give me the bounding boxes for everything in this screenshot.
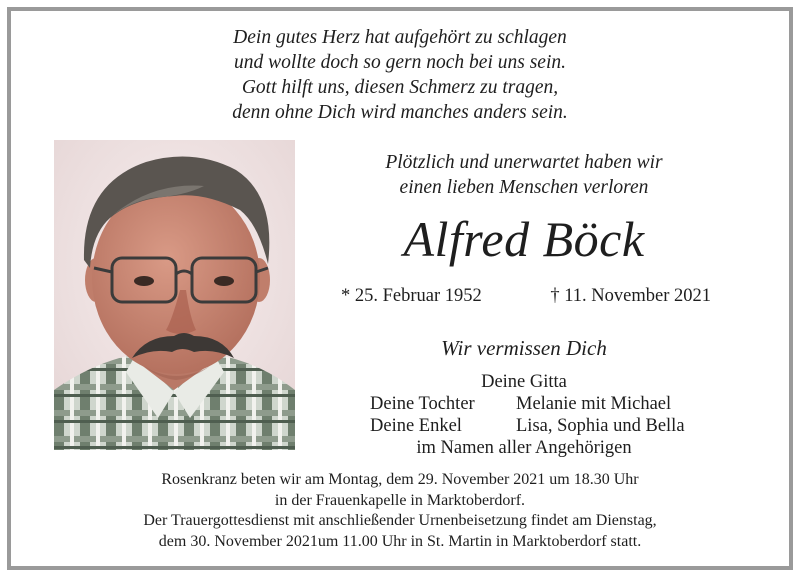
miss-you-line: Wir vermissen Dich — [441, 336, 607, 360]
poem-line: Gott hilft uns, diesen Schmerz zu tragen, — [241, 77, 559, 98]
intro-text — [328, 150, 720, 200]
portrait-illustration — [54, 140, 295, 450]
deceased-name: Alfred Böck — [403, 211, 645, 267]
death-date: † 11. November 2021 — [550, 286, 711, 306]
mourner-relatives: im Namen aller Angehörigen — [416, 438, 632, 458]
mourner-role: Deine Enkel — [370, 416, 462, 436]
mourners-list — [328, 371, 720, 459]
service-line: in der Frauenkapelle in Marktoberdorf. — [274, 491, 526, 509]
service-details — [11, 470, 789, 552]
service-line: dem 30. November 2021um 11.00 Uhr in St. Martin in Marktoberdorf statt. — [158, 532, 642, 550]
mourner-row — [328, 393, 720, 415]
portrait-photo — [54, 140, 295, 450]
poem-line: und wollte doch so gern noch bei uns sein. — [233, 52, 566, 73]
poem-line: denn ohne Dich wird manches anders sein. — [232, 102, 568, 123]
mourner-names: Lisa, Sophia und Bella — [516, 416, 685, 436]
mourner-spouse: Deine Gitta — [481, 372, 567, 392]
poem — [11, 25, 789, 125]
mourner-row — [328, 415, 720, 437]
birth-date: * 25. Februar 1952 — [341, 286, 482, 306]
intro-line: einen lieben Menschen verloren — [399, 177, 649, 198]
service-line: Rosenkranz beten wir am Montag, dem 29. November 2021 um 18.30 Uhr — [161, 471, 639, 488]
mourner-names: Melanie mit Michael — [516, 394, 672, 414]
obituary-card — [7, 7, 793, 570]
intro-line: Plötzlich und unerwartet haben wir — [385, 152, 663, 173]
mourner-role: Deine Tochter — [370, 394, 475, 414]
service-line: Der Trauergottesdienst mit anschließender Urnenbeisetzung findet am Dienstag, — [143, 512, 657, 529]
poem-line: Dein gutes Herz hat aufgehört zu schlagen — [233, 27, 567, 48]
